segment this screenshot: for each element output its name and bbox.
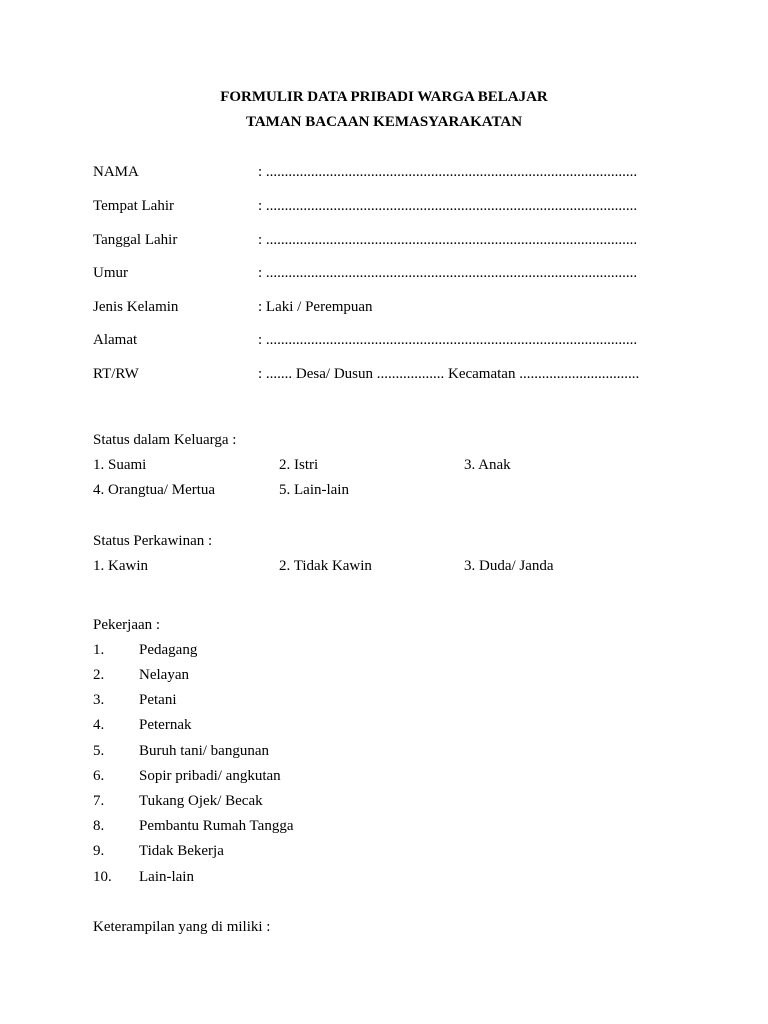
pekerjaan-heading: Pekerjaan : — [93, 617, 161, 633]
field-tanggal-lahir — [0, 230, 768, 250]
list-item — [0, 665, 768, 685]
field-umur — [0, 263, 768, 283]
option-duda-janda: 3. Duda/ Janda — [464, 558, 554, 574]
list-item-text: Tidak Bekerja — [139, 843, 224, 859]
form-subtitle: TAMAN BACAAN KEMASYARAKATAN — [245, 114, 523, 130]
field-value: : ....... Desa/ Dusun .................. Kecamatan ................................ — [258, 366, 640, 382]
list-item — [0, 766, 768, 786]
field-label: Alamat — [93, 332, 138, 348]
option-lain-lain: 5. Lain-lain — [279, 482, 349, 498]
list-item — [0, 791, 768, 811]
list-item-text: Buruh tani/ bangunan — [139, 743, 269, 759]
field-alamat — [0, 330, 768, 350]
list-item-text: Peternak — [139, 717, 192, 733]
field-value: : ................................................................................................... — [258, 164, 638, 180]
field-label: NAMA — [93, 164, 139, 180]
field-nama — [0, 162, 768, 182]
list-item-text: Lain-lain — [139, 869, 194, 885]
field-label: RT/RW — [93, 366, 139, 382]
list-item — [0, 715, 768, 735]
field-label: Tempat Lahir — [93, 198, 174, 214]
status-keluarga-heading: Status dalam Keluarga : — [93, 432, 237, 448]
list-item-number: 3. — [93, 692, 105, 708]
list-item-text: Tukang Ojek/ Becak — [139, 793, 263, 809]
status-keluarga-row — [0, 480, 768, 500]
field-label: Umur — [93, 265, 128, 281]
list-item-text: Petani — [139, 692, 177, 708]
list-item — [0, 741, 768, 761]
list-item-number: 2. — [93, 667, 105, 683]
list-item-number: 1. — [93, 642, 105, 658]
list-item — [0, 640, 768, 660]
option-suami: 1. Suami — [93, 457, 147, 473]
list-item — [0, 816, 768, 836]
field-value: : ................................................................................................... — [258, 198, 638, 214]
list-item — [0, 867, 768, 887]
field-rt-rw — [0, 364, 768, 384]
option-istri: 2. Istri — [279, 457, 319, 473]
keterampilan-heading: Keterampilan yang di miliki : — [93, 919, 271, 935]
list-item-text: Pembantu Rumah Tangga — [139, 818, 294, 834]
option-kawin: 1. Kawin — [93, 558, 148, 574]
list-item-number: 6. — [93, 768, 105, 784]
list-item-text: Sopir pribadi/ angkutan — [139, 768, 281, 784]
field-jenis-kelamin — [0, 297, 768, 317]
list-item — [0, 690, 768, 710]
status-perkawinan-heading: Status Perkawinan : — [93, 533, 213, 549]
field-label: Jenis Kelamin — [93, 299, 179, 315]
list-item-number: 10. — [93, 869, 112, 885]
list-item — [0, 841, 768, 861]
field-value: : ................................................................................................... — [258, 265, 638, 281]
field-tempat-lahir — [0, 196, 768, 216]
list-item-text: Pedagang — [139, 642, 198, 658]
option-anak: 3. Anak — [464, 457, 511, 473]
field-value: : ................................................................................................... — [258, 332, 638, 348]
status-keluarga-row — [0, 455, 768, 475]
field-value: : Laki / Perempuan — [258, 299, 373, 315]
option-orangtua-mertua: 4. Orangtua/ Mertua — [93, 482, 216, 498]
list-item-number: 9. — [93, 843, 105, 859]
field-value: : ................................................................................................... — [258, 232, 638, 248]
list-item-number: 5. — [93, 743, 105, 759]
list-item-number: 8. — [93, 818, 105, 834]
field-label: Tanggal Lahir — [93, 232, 178, 248]
list-item-text: Nelayan — [139, 667, 189, 683]
list-item-number: 7. — [93, 793, 105, 809]
status-perkawinan-row — [0, 556, 768, 576]
option-tidak-kawin: 2. Tidak Kawin — [279, 558, 372, 574]
list-item-number: 4. — [93, 717, 105, 733]
form-title: FORMULIR DATA PRIBADI WARGA BELAJAR — [220, 89, 548, 105]
